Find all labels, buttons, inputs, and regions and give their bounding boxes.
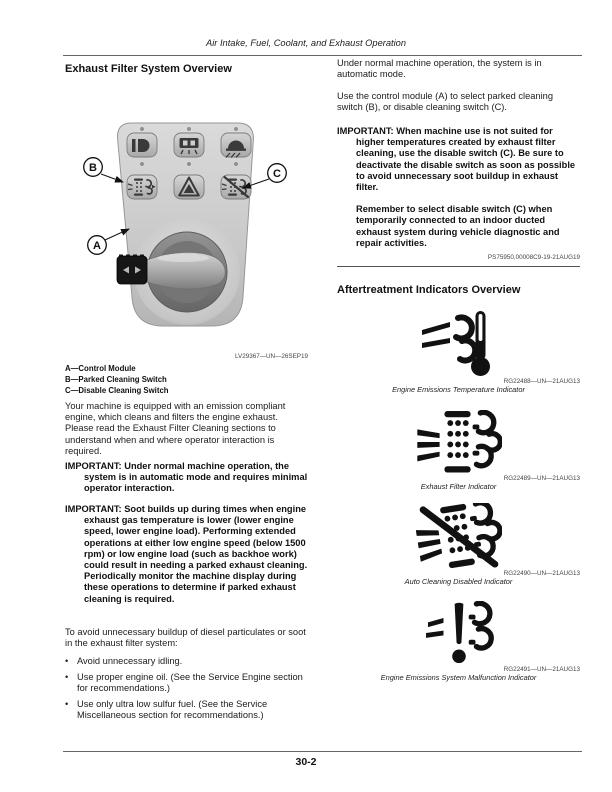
indicator-block-exhaust-filter: [337, 410, 580, 491]
figure-code: LV29367—UN—26SEP19: [234, 353, 308, 360]
control-module-illustration: [65, 100, 315, 350]
list-item: • Avoid unnecessary idling.: [65, 656, 183, 666]
bullet-icon: •: [65, 698, 69, 709]
paragraph-machine-equipped: Your machine is equipped with an emission compliant engine, which cleans and filters the engine exhaust. Please read the Exhaust Filter Cleaning sections to understand when and where operator interaction is required.: [65, 401, 286, 456]
exhaust-filter-indicator-icon: [416, 410, 502, 474]
list-item: • Use only ultra low sulfur fuel. (See the Service Miscellaneous section for recommendations.): [65, 698, 268, 720]
paragraph-use-control-module: Use the control module (A) to select parked cleaning switch (B), or disable cleaning switch (C).: [337, 91, 554, 113]
indicator-code: RG22490—UN—21AUG13: [503, 570, 580, 577]
important-text: Under normal machine operation, the system is in automatic mode and requires minimal operator interaction.: [84, 461, 308, 494]
important-note-right: [337, 126, 580, 249]
legend-item-c: C—Disable Cleaning Switch: [65, 385, 169, 395]
section-divider-rule: [337, 266, 580, 267]
callout-A: [88, 229, 129, 254]
page-number: 30-2: [295, 756, 317, 768]
indicator-code: RG22491—UN—21AUG13: [503, 666, 580, 673]
indicator-block-emissions-temperature: [337, 309, 580, 394]
auto-cleaning-disabled-indicator-icon: [416, 503, 502, 569]
bullet-list: [65, 656, 308, 726]
bullet-icon: •: [65, 656, 69, 666]
important-text: Soot builds up during times when engine exhaust gas temperature is lower (lower engine speed, lower engine load). Performing extended operations at either low engine speed (below 1500 rpm) or low engine load (such as backhoe work) could result in needing a parked exhaust cleaning. Periodically monitor the machine display during these operations to determine if parked exhaust cleaning is required.: [84, 504, 308, 604]
bullet-icon: •: [65, 671, 69, 682]
knob-end-grip: [117, 255, 147, 285]
callout-A-label: A: [93, 239, 101, 252]
callout-C-label: C: [273, 167, 281, 180]
indicator-code: RG22488—UN—21AUG13: [503, 378, 580, 385]
section-heading-aftertreatment: Aftertreatment Indicators Overview: [337, 284, 521, 296]
indicator-block-emissions-malfunction: [337, 601, 580, 682]
indicator-code: RG22489—UN—21AUG13: [503, 475, 580, 482]
right-column: [337, 0, 580, 792]
indicator-caption: Engine Emissions Temperature Indicator: [392, 385, 525, 394]
important-text: When machine use is not suited for higher temperatures created by exhaust filter cleaning, use the disable switch (C). Be sure to deactivate the disable switch as soon as possible to avoid unnecessary soot buildup in exhaust filter.: [356, 126, 576, 193]
list-item: • Use proper engine oil. (See the Service Engine section for recommendations.): [65, 671, 303, 693]
section-heading-exhaust-filter: Exhaust Filter System Overview: [65, 63, 232, 75]
callout-B-label: B: [89, 161, 97, 174]
running-header-title: Air Intake, Fuel, Coolant, and Exhaust Operation: [206, 38, 406, 48]
important-note-2: [65, 504, 308, 605]
legend-item-a: A—Control Module: [65, 364, 136, 373]
paragraph-automatic-mode: Under normal machine operation, the system is in automatic mode.: [337, 58, 542, 80]
important-label: IMPORTANT:: [337, 126, 394, 136]
footer-rule: [63, 751, 582, 752]
figure-legend: [65, 364, 308, 397]
paragraph-avoid-buildup: To avoid unnecessary buildup of diesel particulates or soot in the exhaust filter system:: [65, 627, 306, 649]
callout-B: [84, 158, 123, 182]
indicator-caption: Engine Emissions System Malfunction Indicator: [380, 673, 537, 682]
control-module-figure: [65, 100, 315, 350]
important-label: IMPORTANT:: [65, 504, 122, 514]
engine-emissions-system-malfunction-indicator-icon: [416, 601, 502, 665]
indicator-caption: Auto Cleaning Disabled Indicator: [404, 577, 513, 586]
work-lights-icon: [180, 138, 199, 154]
important-text-remember: Remember to select disable switch (C) when temporarily connected to an indoor ducted exhaust system during vehicle diagnostic and repair activities.: [356, 204, 560, 248]
legend-item-b: B—Parked Cleaning Switch: [65, 374, 167, 384]
left-column: [65, 0, 308, 792]
section-code: PS75950,00008C9-19-21AUG19: [487, 254, 580, 261]
important-label: IMPORTANT:: [65, 461, 122, 471]
headlight-icon: [132, 139, 150, 152]
engine-emissions-temperature-indicator-icon: [420, 309, 498, 377]
indicator-block-auto-cleaning-disabled: [337, 503, 580, 586]
important-note-1: [65, 461, 308, 495]
indicator-caption: Exhaust Filter Indicator: [420, 482, 497, 491]
